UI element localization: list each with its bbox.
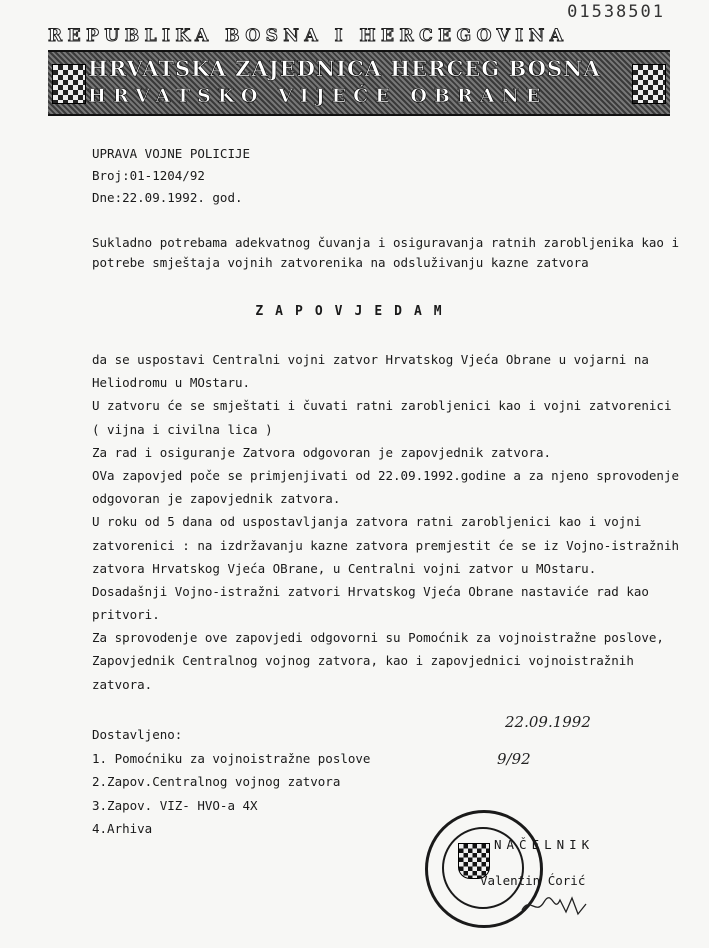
handwritten-signature bbox=[520, 892, 590, 918]
body-line: odgovoran je zapovjednik zatvora. bbox=[92, 491, 341, 507]
document-number: 01538501 bbox=[567, 2, 665, 22]
body-line: Za sprovodenje ove zapovjedi odgovorni su Pomoćnik za vojnoistražne poslove, bbox=[92, 630, 664, 646]
order-title: ZAPOVJEDAM bbox=[255, 304, 454, 319]
distribution-list bbox=[92, 723, 370, 841]
letterhead-line3: HRVATSKO VIJEĆE OBRANE bbox=[88, 85, 548, 107]
body-line: pritvori. bbox=[92, 607, 160, 623]
letterhead-line2: HRVATSKA ZAJEDNICA HERCEG BOSNA bbox=[88, 56, 601, 81]
signer-name: Valentin Ćorić bbox=[480, 873, 586, 888]
distribution-item: 4.Arhiva bbox=[92, 821, 153, 836]
body-line: Zapovjednik Centralnog vojnog zatvora, kao i zapovjednici vojnoistražnih bbox=[92, 653, 634, 669]
croatian-checkerboard-icon bbox=[632, 64, 666, 104]
body-line: da se uspostavi Centralni vojni zatvor Hrvatskog Vjeća Obrane u vojarni na bbox=[92, 352, 649, 367]
distribution-heading: Dostavljeno: bbox=[92, 727, 183, 742]
body-line: Za rad i osiguranje Zatvora odgovoran je zapovjednik zatvora. bbox=[92, 444, 552, 460]
signer-title: NAČELNIK bbox=[494, 837, 595, 852]
department: UPRAVA VOJNE POLICIJE bbox=[92, 146, 251, 161]
body-line: Dosadašnji Vojno-istražni zatvori Hrvatskog Vjeća Obrane nastaviće rad kao bbox=[92, 583, 649, 599]
letterhead-line1: REPUBLIKA BOSNA I HERCEGOVINA bbox=[48, 26, 569, 46]
reference-number: Broj:01-1204/92 bbox=[92, 168, 205, 183]
issue-date: Dne:22.09.1992. god. bbox=[92, 190, 243, 205]
body-line: Heliodromu u MOstaru. bbox=[92, 375, 251, 391]
distribution-item: 3.Zapov. VIZ- HVO-a 4X bbox=[92, 797, 258, 813]
distribution-item: 2.Zapov.Centralnog vojnog zatvora bbox=[92, 774, 341, 789]
distribution-item: 1. Pomoćniku za vojnoistražne poslove bbox=[92, 750, 371, 766]
body-line: zatvora. bbox=[92, 676, 153, 692]
intro-paragraph bbox=[92, 233, 679, 273]
intro-line: Sukladno potrebama adekvatnog čuvanja i osiguravanja ratnih zarobljenika kao i bbox=[92, 235, 679, 250]
document-header bbox=[92, 143, 250, 209]
letterhead-banner bbox=[48, 50, 670, 116]
body-line: U zatvoru će se smještati i čuvati ratni zarobljenici kao i vojni zatvorenici bbox=[92, 398, 672, 414]
order-body bbox=[92, 348, 679, 696]
body-line: U roku od 5 dana od uspostavljanja zatvora ratni zarobljenici kao i vojni bbox=[92, 514, 642, 530]
body-line: zatvora Hrvatskog Vjeća OBrane, u Centralni vojni zatvor u MOstaru. bbox=[92, 560, 597, 576]
intro-line: potrebe smještaja vojnih zatvorenika na odsluživanju kazne zatvora bbox=[92, 255, 589, 270]
body-line: ( vijna i civilna lica ) bbox=[92, 421, 273, 437]
handwritten-date: 22.09.1992 bbox=[505, 713, 591, 731]
croatian-checkerboard-icon bbox=[52, 64, 86, 104]
body-line: OVa zapovjed poče se primjenjivati od 22.09.1992.godine a za njeno sprovodenje bbox=[92, 467, 679, 483]
body-line: zatvorenici : na izdržavanju kazne zatvora premjestit će se iz Vojno-istražnih bbox=[92, 537, 679, 553]
handwritten-number: 9/92 bbox=[497, 750, 531, 768]
